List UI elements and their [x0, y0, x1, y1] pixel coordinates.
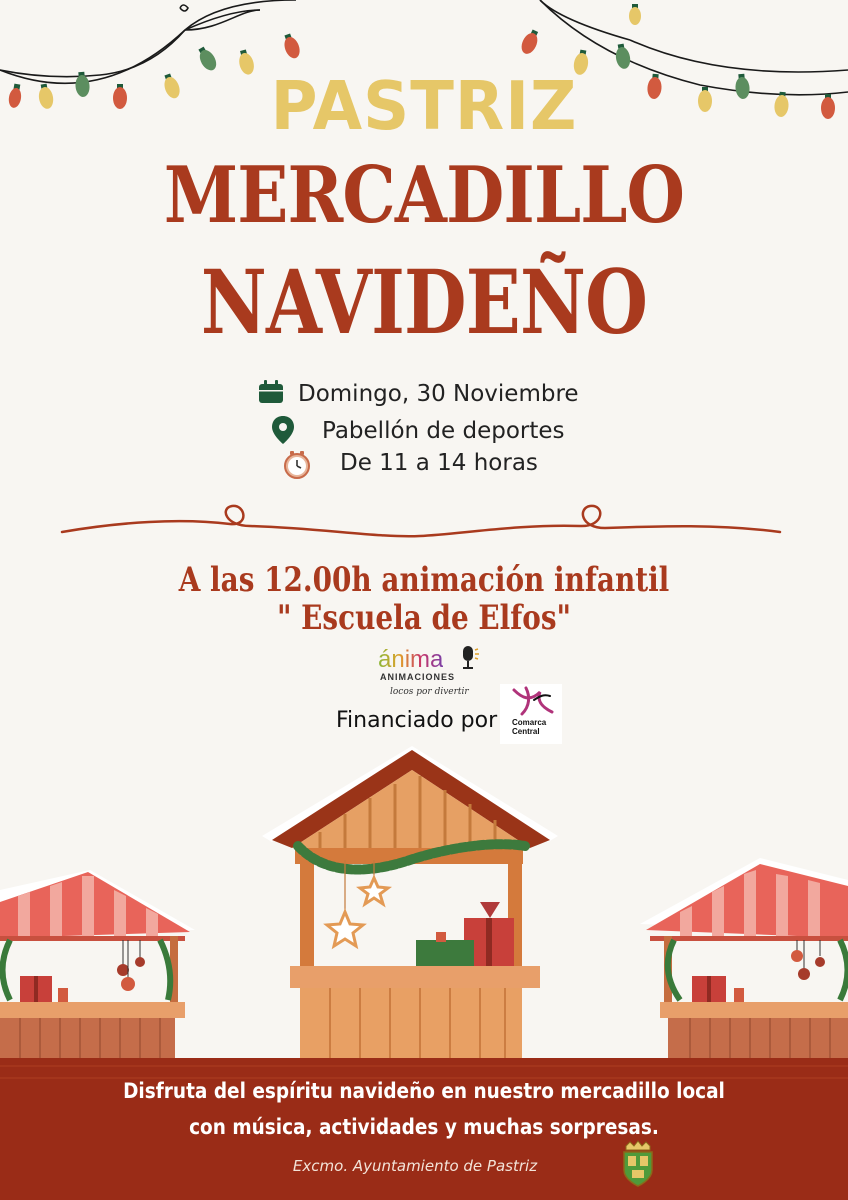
clock-icon	[282, 450, 312, 480]
time-row	[282, 450, 538, 480]
event-title-line1: MERCADILLO	[163, 150, 685, 241]
event-title-line2: NAVIDEÑO	[200, 250, 648, 354]
comarca-text-line1: Comarca	[512, 718, 547, 727]
coat-of-arms-icon	[620, 1140, 656, 1188]
footer-line2: con música, actividades y muchas sorpresas.	[189, 1115, 659, 1139]
activity-line2: " Escuela de Elfos"	[276, 598, 572, 638]
anima-logo	[360, 646, 490, 702]
town-title: PASTRIZ	[270, 68, 578, 146]
right-stall	[640, 858, 848, 1060]
comarca-logo-text	[512, 718, 546, 736]
footer-line1: Disfruta del espíritu navideño en nuestro mercadillo local	[123, 1079, 725, 1103]
financed-by-label: Financiado por	[336, 708, 498, 733]
left-stall	[0, 870, 195, 1060]
microphone-icon	[458, 646, 480, 674]
swirl-divider-decoration	[60, 496, 782, 546]
place-text: Pabellón de deportes	[322, 418, 565, 444]
anima-subtitle: ANIMACIONES	[380, 672, 456, 682]
place-row	[272, 416, 565, 444]
anima-tagline: locos por divertir	[390, 687, 469, 697]
market-stalls-illustration	[0, 740, 848, 1070]
comarca-logo-mark	[500, 684, 562, 718]
comarca-central-logo	[500, 684, 562, 744]
location-pin-icon	[272, 416, 294, 444]
calendar-icon	[258, 380, 284, 404]
comarca-text-line2: Central	[512, 727, 540, 736]
activity-line1: A las 12.00h animación infantil	[178, 560, 670, 600]
anima-word-text: ánima	[378, 646, 444, 673]
time-text: De 11 a 14 horas	[340, 450, 538, 476]
date-row	[258, 380, 579, 407]
anima-logo-word	[378, 646, 443, 674]
center-stall	[262, 746, 558, 1058]
footer-credit: Excmo. Ayuntamiento de Pastriz	[292, 1157, 538, 1175]
date-text: Domingo, 30 Noviembre	[298, 381, 579, 407]
